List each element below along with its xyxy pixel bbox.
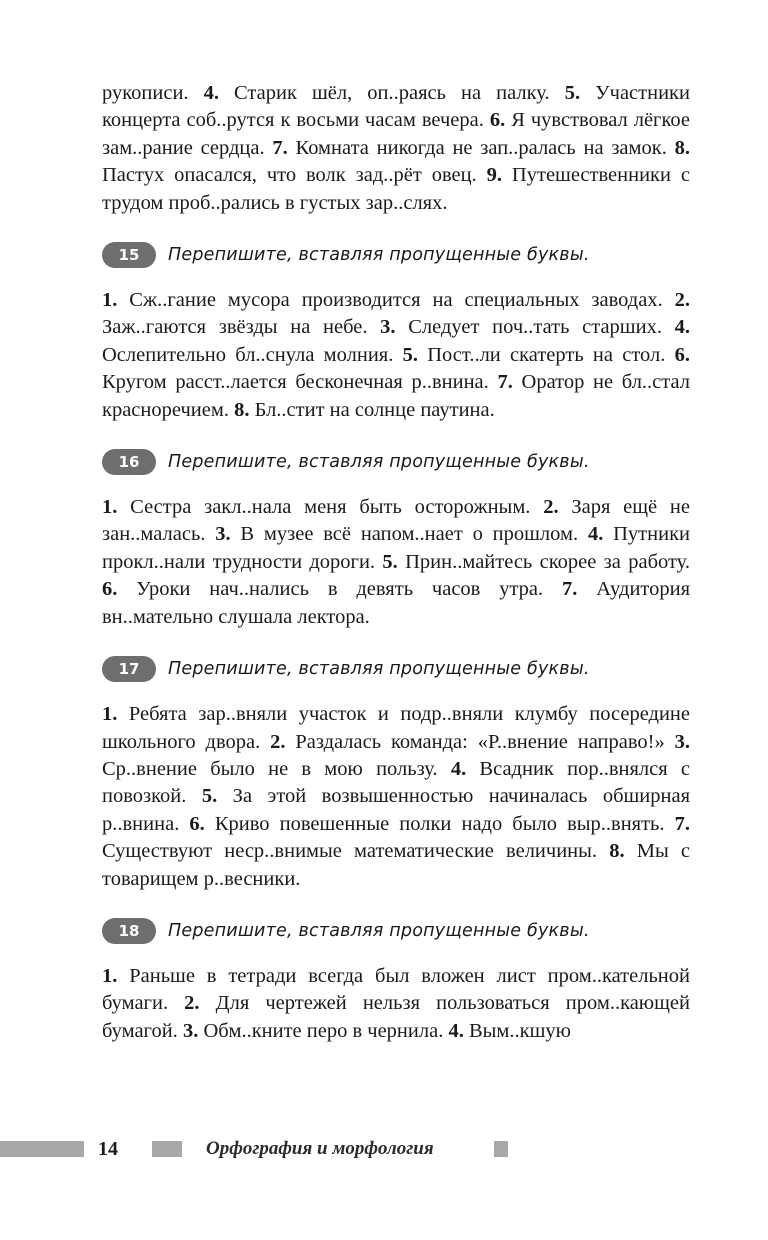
item-number: 6. bbox=[189, 812, 205, 835]
item-text: Раньше в тетради всегда был вложен лист пром..кательной бумаги. bbox=[102, 964, 690, 1015]
item-number: 6. bbox=[489, 109, 506, 132]
item-number: 2. bbox=[270, 730, 286, 753]
item-number: 2. bbox=[674, 289, 690, 312]
item-text: Пост..ли скатерть на стол. bbox=[417, 343, 675, 366]
item-number: 9. bbox=[486, 164, 503, 187]
page-number: 14 bbox=[98, 1138, 118, 1160]
item-number: 6. bbox=[102, 578, 118, 601]
item-text: Аудитория вн..мательно слушала лектора. bbox=[102, 578, 691, 628]
item-number: 7. bbox=[674, 812, 690, 835]
item-text: Криво повешенные полки надо было выр..внять. bbox=[204, 812, 675, 835]
item-number: 5. bbox=[402, 343, 418, 366]
item-text: Ослепительно бл..снула молния. bbox=[102, 343, 403, 366]
item-number: 5. bbox=[201, 785, 218, 808]
item-number: 7. bbox=[497, 371, 513, 394]
task-number-badge: 18 bbox=[102, 918, 156, 944]
item-number: 3. bbox=[182, 1019, 199, 1042]
task-instruction: Перепишите, вставляя пропущенные буквы. bbox=[168, 920, 590, 941]
task-header bbox=[102, 241, 690, 269]
item-text: Участники концерта соб..рутся к восьми часам вечера. bbox=[102, 82, 690, 132]
page-footer bbox=[0, 1138, 768, 1162]
item-text: Следует поч..тать старших. bbox=[395, 316, 675, 339]
task-instruction: Перепишите, вставляя пропущенные буквы. bbox=[168, 245, 590, 266]
item-text: Раздалась команда: «Р..внение направо!» bbox=[285, 730, 675, 753]
tasks-list bbox=[102, 241, 690, 1045]
item-number: 6. bbox=[674, 343, 690, 366]
item-number: 8. bbox=[674, 136, 690, 159]
item-text: В музее всё напом..нает о прошлом. bbox=[230, 523, 588, 546]
task-block bbox=[102, 241, 690, 424]
item-number: 1. bbox=[102, 703, 118, 726]
item-number: 8. bbox=[234, 398, 250, 421]
item-text: Сж..гание мусора производится на специальных заводах. bbox=[117, 289, 675, 312]
item-text: Прин..майтесь скорее за работу. bbox=[397, 550, 690, 573]
item-number: 3. bbox=[215, 523, 231, 546]
item-text: Кругом расст..лается бесконечная р..внина. bbox=[102, 371, 498, 394]
item-number: 8. bbox=[609, 840, 625, 863]
item-text: Сестра закл..нала меня быть осторожным. bbox=[117, 496, 544, 519]
footer-bar-middle bbox=[152, 1141, 182, 1157]
item-number: 4. bbox=[203, 82, 219, 104]
item-text: Обм..кните перо в чернила. bbox=[198, 1019, 449, 1042]
task-header bbox=[102, 655, 690, 683]
task-exercise-text bbox=[102, 701, 690, 893]
item-number: 4. bbox=[448, 1019, 464, 1042]
item-text: Вым..кшую bbox=[463, 1019, 571, 1042]
item-text: Путешественники с трудом проб..рались в густых зар..слях. bbox=[102, 164, 690, 214]
page-content bbox=[102, 80, 690, 1045]
item-text: Пастух опасался, что волк зад..рёт овец. bbox=[102, 164, 487, 187]
task-number-badge: 17 bbox=[102, 656, 156, 682]
item-text: Оратор не бл..стал красноречием. bbox=[102, 371, 690, 421]
task-header bbox=[102, 917, 690, 945]
task-block bbox=[102, 917, 690, 1045]
task-block bbox=[102, 655, 690, 893]
item-text: Мы с товарищем р..весники. bbox=[102, 840, 690, 890]
item-number: 3. bbox=[674, 730, 690, 753]
item-text: Заря ещё не зан..малась. bbox=[102, 496, 690, 546]
item-number: 4. bbox=[450, 757, 467, 780]
item-number: 3. bbox=[380, 316, 396, 339]
footer-bar-left bbox=[0, 1141, 84, 1157]
section-title: Орфография и морфология bbox=[206, 1138, 434, 1159]
item-text: За этой возвышенностью начиналась обширная р..внина. bbox=[102, 785, 691, 835]
item-number: 5. bbox=[382, 550, 398, 573]
item-text: Всадник пор..внялся с повозкой. bbox=[102, 757, 690, 808]
item-number: 2. bbox=[543, 496, 559, 519]
item-text: Комната никогда не зап..ралась на замок. bbox=[287, 136, 675, 159]
item-number: 5. bbox=[564, 82, 581, 104]
item-text: Путники прокл..нали трудности дороги. bbox=[102, 523, 691, 573]
item-text: Ср..внение было не в мою пользу. bbox=[102, 757, 451, 780]
item-text: Заж..гаются звёзды на небе. bbox=[102, 316, 381, 339]
item-number: 7. bbox=[272, 136, 288, 159]
item-text: Я чувствовал лёгкое зам..рание сердца. bbox=[102, 109, 690, 159]
task-number-badge: 15 bbox=[102, 242, 156, 268]
item-text: Для чертежей нельзя пользоваться пром..кающей бумагой. bbox=[102, 992, 690, 1042]
intro-paragraph bbox=[102, 80, 690, 217]
item-text: Уроки нач..нались в девять часов утра. bbox=[117, 578, 563, 601]
item-number: 1. bbox=[102, 496, 118, 519]
task-instruction: Перепишите, вставляя пропущенные буквы. bbox=[168, 452, 590, 473]
task-instruction: Перепишите, вставляя пропущенные буквы. bbox=[168, 659, 590, 680]
task-exercise-text bbox=[102, 287, 690, 424]
footer-bar-right bbox=[494, 1141, 508, 1157]
item-number: 1. bbox=[102, 289, 118, 312]
task-header bbox=[102, 448, 690, 476]
item-number: 4. bbox=[587, 523, 604, 546]
item-number: 4. bbox=[674, 316, 691, 339]
task-block bbox=[102, 448, 690, 631]
item-number: 7. bbox=[562, 578, 578, 601]
item-text: рукописи. bbox=[102, 82, 204, 104]
item-number: 1. bbox=[102, 964, 118, 987]
item-number: 2. bbox=[184, 992, 200, 1015]
task-exercise-text bbox=[102, 494, 690, 631]
task-exercise-text bbox=[102, 963, 690, 1045]
item-text: Старик шёл, оп..раясь на палку. bbox=[218, 82, 565, 104]
item-text: Ребята зар..вняли участок и подр..вняли клумбу посередине школьного двора. bbox=[102, 703, 690, 753]
item-text: Существуют неср..внимые математические величины. bbox=[102, 840, 610, 863]
item-text: Бл..стит на солнце паутина. bbox=[249, 398, 495, 421]
task-number-badge: 16 bbox=[102, 449, 156, 475]
